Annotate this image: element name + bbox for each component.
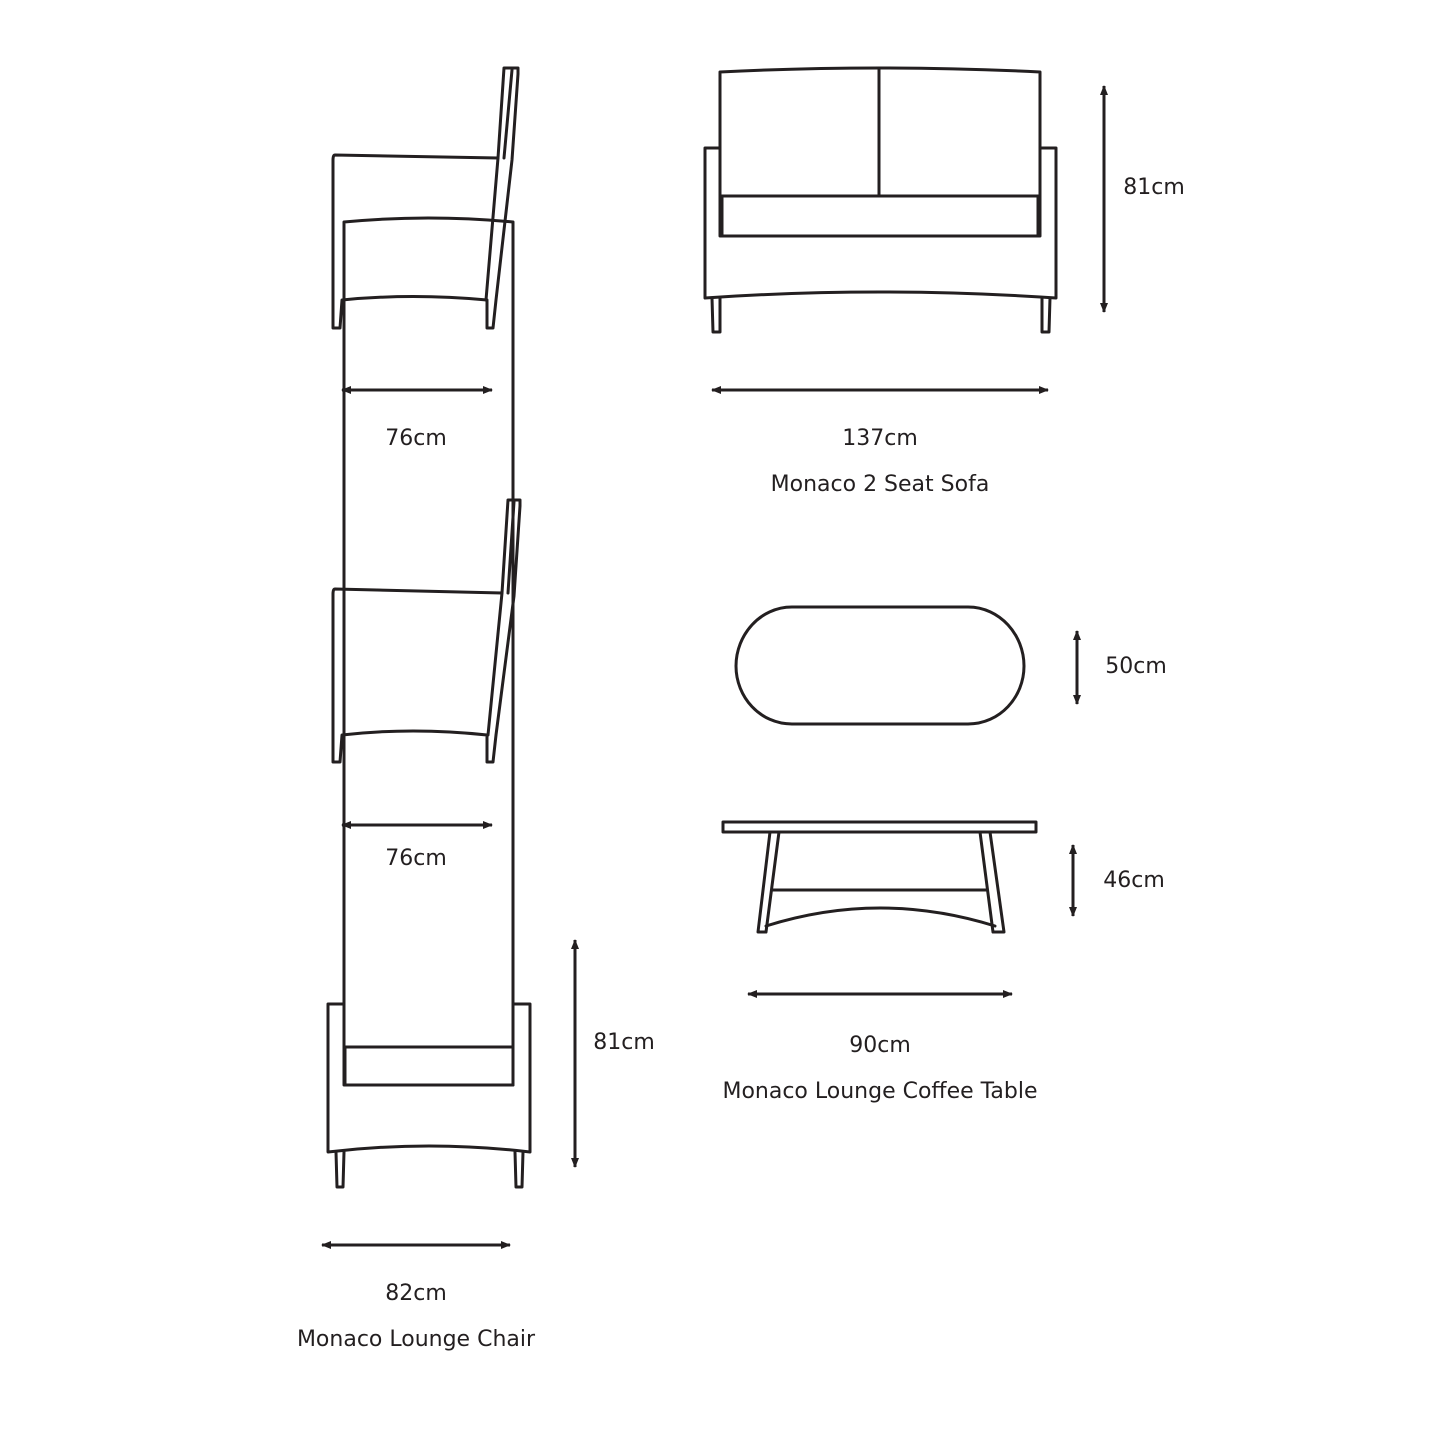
chair-side-view-drawing — [333, 500, 520, 762]
chair-product-title: Monaco Lounge Chair — [296, 1327, 536, 1352]
sofa-side-view-drawing — [333, 68, 518, 328]
table-side-view-drawing — [723, 822, 1036, 932]
chair-side-depth-label: 76cm — [385, 846, 447, 871]
chair-height-label: 81cm — [593, 1030, 655, 1055]
table-height-label: 46cm — [1103, 868, 1165, 893]
table-length-label: 90cm — [849, 1033, 911, 1058]
sofa-product-title: Monaco 2 Seat Sofa — [770, 472, 990, 497]
table-depth-label: 50cm — [1105, 654, 1167, 679]
sofa-width-label: 137cm — [842, 426, 918, 451]
sofa-side-depth-label: 76cm — [385, 426, 447, 451]
sofa-height-label: 81cm — [1123, 175, 1185, 200]
sofa-front-view-drawing — [705, 68, 1056, 332]
chair-width-label: 82cm — [385, 1281, 447, 1306]
table-top-view-drawing — [736, 607, 1024, 724]
table-product-title: Monaco Lounge Coffee Table — [722, 1079, 1038, 1104]
